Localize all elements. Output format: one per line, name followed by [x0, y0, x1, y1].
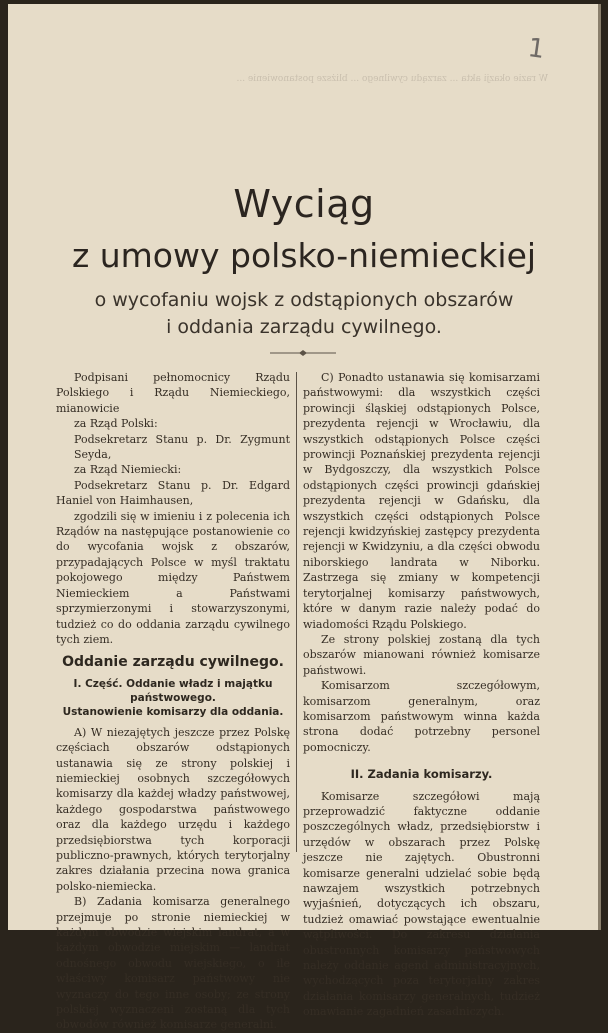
paragraph-b: B) Zadania komisarza generalnego przejmuje po stronie niemieckiej w każdym obwodzie wiejskim landrat, a w każdym obwodzie miejskim — landrat odnośnego obwodu wiejskiego, o ile właściwy komisarz państwowy nie wyznaczy do tego inne osoby; ze strony polskiej wyznaczeni zostaną dla tych obwodów również komisarze generalni. [56, 895, 290, 1032]
intro-paragraph: Podpisani pełnomocnicy Rządu Polskiego i Rządu Niemieckiego, mianowicie [56, 371, 290, 415]
document-subline-2: i oddania zarządu cywilnego. [166, 316, 442, 338]
section-1-subtitle: Ustanowienie komisarzy dla oddania. [62, 705, 284, 718]
polish-signatory: Podsekretarz Stanu p. Dr. Zygmunt Seyda, [74, 432, 290, 462]
document-title: Wyciąg [233, 182, 375, 226]
left-column [56, 370, 290, 1033]
section-1-heading [56, 677, 290, 719]
polish-gov-label: za Rząd Polski: [74, 417, 158, 431]
agreement-paragraph: zgodzili się w imieniu i z polecenia ich Rządów na następujące postanowienie co do wycofania wojsk z obszarów, przypadających Polsce w myśl traktatu pokojowego między Państwem Niemieckiem a Państwami sprzymierzonymi i stowarzyszonymi, tudzież co do oddania zarządu cywilnego tych ziem. [56, 509, 290, 646]
paragraph-a: A) W niezajętych jeszcze przez Polskę częściach obszarów odstąpionych ustanawia się ze strony polskiej i niemieckiej osobnych szczegółowych komisarzy dla każdej władzy państwowej, każdego gospodarstwa państwowego oraz dla każdego urzędu i każdego przedsiębiorstwa tych korporacji publiczno-prawnych, których terytorjalny zakres działania przecina nowa granica polsko-niemiecka. [56, 725, 290, 893]
page-number: 1 [525, 32, 547, 66]
paragraph-e: Komisarzom szczegółowym, komisarzom generalnym, oraz komisarzom państwowym winna każda strona dodać potrzebny personel pomocniczy. [303, 679, 540, 754]
paragraph-d: Ze strony polskiej zostaną dla tych obszarów mianowani również komisarze państwowi. [303, 632, 540, 677]
german-signatory: Podsekretarz Stanu p. Dr. Edgard Haniel von Haimhausen, [56, 478, 290, 508]
ornament-divider [270, 350, 336, 356]
section-2-heading: II. Zadania komisarzy. [350, 767, 493, 782]
german-gov-label: za Rząd Niemiecki: [74, 463, 182, 477]
document-subline-1: o wycofaniu wojsk z odstąpionych obszarów [94, 289, 514, 311]
section-title: Oddanie zarządu cywilnego. [62, 654, 284, 671]
column-divider [296, 372, 297, 852]
paragraph-c: C) Ponadto ustanawia się komisarzami państwowymi: dla wszystkich części prowincji śląskiej odstąpionych Polsce, prezydenta rejencji w Wrocławiu, dla wszystkich odstąpionych Polsce części prowincji Poznańskiej prezydenta rejencji w Bydgoszczy, dla wszystkich Polsce odstąpionych części prowincji gdańskiej prezydenta rejencji w Gdańsku, dla wszystkich części odstąpionych Polsce rejencji kwidzyńskiej zastępcy prezydenta rejencji w Kwidzyniu, a dla części obwodu niborskiego landrata w Niborku. Zastrzega się zmiany w kompetencji terytorjalnej komisarzy państwowych, które w danym razie należy podać do wiadomości Rządu Polskiego. [303, 371, 540, 631]
section-1-title: I. Część. Oddanie władz i majątku państwowego. [73, 677, 273, 704]
right-column [303, 370, 540, 1020]
document-subtitle: z umowy polsko-niemieckiej [71, 236, 537, 275]
paragraph-f: Komisarze szczegółowi mają przeprowadzić faktyczne oddanie poszczególnych władz, przedsiębiorstw i urzędów w obszarach przez Polskę jeszcze nie zajętych. Obustronni komisarze generalni udzielać sobie będą nawzajem wszystkich potrzebnych wyjaśnień, dotyczących ich obszaru, tudzież omawiać powstające ewentualnie wątpliwości. Do zakresu działania obustronnych komisarzy państwowych należy oddanie agend administracyjnych, wychodzących poza terytorjalny zakres działania komisarzy generalnych, tudzież omawianie zagadnień zasadniczych. [303, 789, 540, 1019]
bleed-through-text: W razie okazji akta ... zarządu cywilnego ... bliższe postanowienie ... [236, 74, 548, 84]
